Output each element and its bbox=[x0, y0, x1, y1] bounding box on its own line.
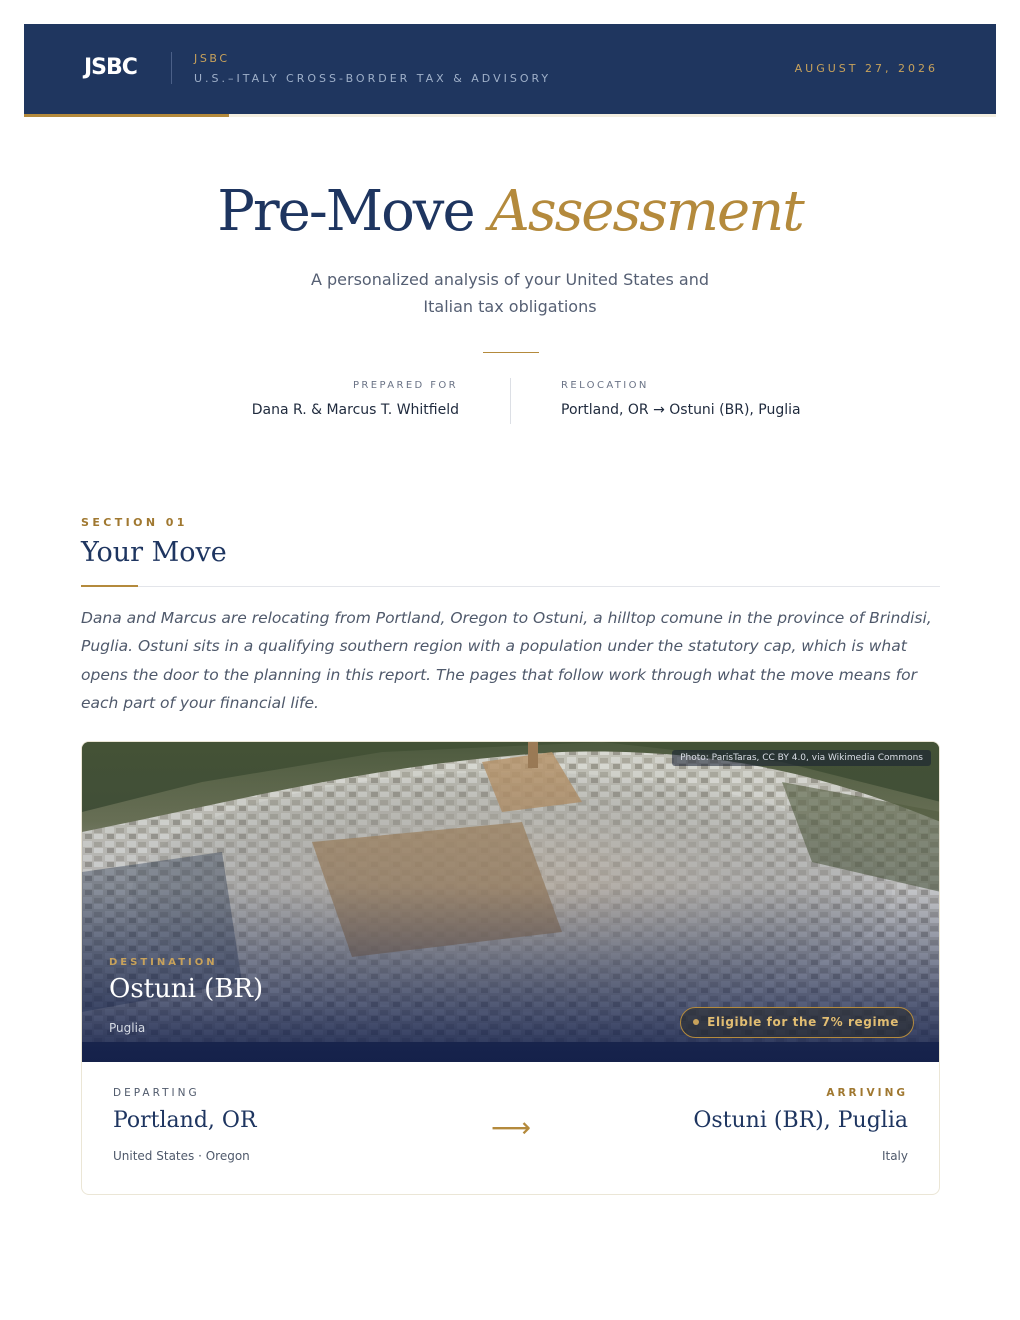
page-subtitle: A personalized analysis of your United States and Italian tax obligations bbox=[310, 270, 710, 316]
firm-tagline: U.S.–ITALY CROSS-BORDER TAX & ADVISORY bbox=[194, 72, 552, 85]
destination-city: Ostuni (BR) bbox=[109, 974, 264, 1004]
page-title-emphasis: Assessment bbox=[489, 179, 803, 244]
section-rule bbox=[81, 586, 940, 587]
prepared-for-value: Dana R. & Marcus T. Whitfield bbox=[251, 402, 459, 418]
relocation-label: RELOCATION bbox=[561, 380, 649, 391]
header-divider bbox=[171, 52, 172, 84]
departing-label: DEPARTING bbox=[113, 1087, 200, 1099]
photo-credit: Photo: ParisTaras, CC BY 4.0, via Wikimedia Commons bbox=[672, 750, 931, 766]
arriving-subtitle: Italy bbox=[881, 1149, 908, 1163]
report-header bbox=[24, 24, 996, 114]
destination-label: DESTINATION bbox=[109, 957, 218, 968]
section-title: Your Move bbox=[81, 537, 227, 568]
header-rule bbox=[24, 114, 996, 117]
destination-photo bbox=[82, 742, 940, 1062]
departing-subtitle: United States · Oregon bbox=[113, 1149, 250, 1163]
report-date: AUGUST 27, 2026 bbox=[794, 62, 938, 75]
section-lead: Dana and Marcus are relocating from Portland, Oregon to Ostuni, a hilltop comune in the province of Brindisi, Puglia. Ostuni sits in a qualifying southern region with a population under the statutory cap, which is what opens the door to the planning in this report. The pages that follow work through what the move means for each part of your financial life. bbox=[81, 609, 932, 712]
page-title-main: Pre-Move bbox=[217, 179, 474, 244]
arriving-label: ARRIVING bbox=[826, 1087, 908, 1099]
departing-city: Portland, OR bbox=[113, 1108, 257, 1133]
meta-divider bbox=[510, 378, 511, 424]
move-card bbox=[81, 741, 940, 1195]
relocation-value: Portland, OR → Ostuni (BR), Puglia bbox=[561, 402, 801, 418]
arriving-city: Ostuni (BR), Puglia bbox=[693, 1108, 908, 1133]
badge-dot-icon bbox=[693, 1019, 699, 1025]
section-kicker: SECTION 01 bbox=[81, 516, 188, 529]
header-rule-accent bbox=[24, 114, 229, 117]
arrow-right-icon: ⟶ bbox=[491, 1111, 532, 1144]
section-rule-accent bbox=[81, 585, 138, 587]
firm-logo: JSBC bbox=[84, 55, 137, 80]
badge-label: Eligible for the 7% regime bbox=[707, 1015, 899, 1029]
firm-name: JSBC bbox=[194, 52, 230, 65]
title-rule bbox=[483, 352, 539, 353]
eligibility-badge bbox=[680, 1007, 914, 1038]
page-title bbox=[0, 178, 1020, 245]
prepared-for-label: PREPARED FOR bbox=[352, 380, 458, 391]
destination-region: Puglia bbox=[109, 1021, 146, 1035]
